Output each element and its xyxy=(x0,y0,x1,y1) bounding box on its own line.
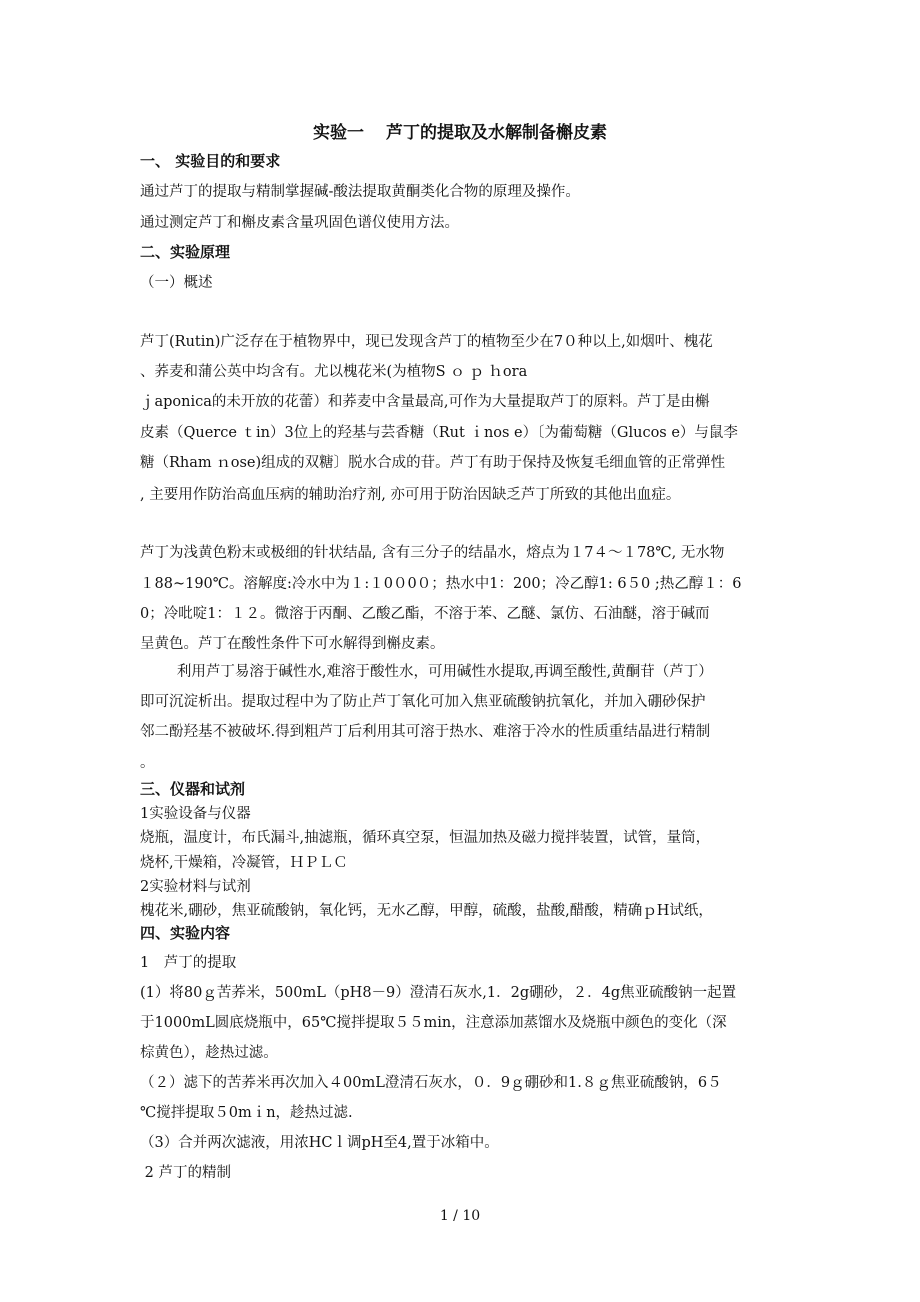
text-line: ｊaponica的未开放的花蕾）和荞麦中含量最高,可作为大量提取芦丁的原料。芦丁是由槲 xyxy=(140,394,710,410)
text-line: 1实验设备与仪器 xyxy=(140,806,251,822)
subsection-heading: （一）概述 xyxy=(140,275,213,291)
text-line: 即可沉淀析出。提取过程中为了防止芦丁氧化可加入焦亚硫酸钠抗氧化，并加入硼砂保护 xyxy=(140,694,706,710)
text-line: 2实验材料与试剂 xyxy=(140,879,251,895)
text-line: (1）将80ｇ苦荞米，500mL（pH8－9）澄清石灰水,1．2g硼砂，２．4g焦亚硫酸钠一起置 xyxy=(140,985,737,1001)
text-line: 通过芦丁的提取与精制掌握碱-酸法提取黄酮类化合物的原理及操作。 xyxy=(140,184,580,200)
text-line: 皮素（Querce ｔin）3位上的羟基与芸香糖（Rut ｉnos e）〔为葡萄糖（Glucos e）与鼠李 xyxy=(140,425,738,441)
text-line: （3）合并两次滤液，用浓HCｌ调pH至4,置于冰箱中。 xyxy=(140,1135,499,1151)
section-heading-2: 二、实验原理 xyxy=(140,243,231,261)
text-line: 芦丁为浅黄色粉末或极细的针状结晶, 含有三分子的结晶水，熔点为１7４～１78℃, 无水物 xyxy=(140,545,725,561)
text-line: （２）滤下的苦荞米再次加入４00mL澄清石灰水，０．9ｇ硼砂和1.８ｇ焦亚硫酸钠，6５ xyxy=(140,1075,722,1091)
text-line: 芦丁(Rutin)广泛存在于植物界中，现已发现含芦丁的植物至少在7０种以上,如烟叶、槐花 xyxy=(140,334,713,350)
section-heading-1: 一、 实验目的和要求 xyxy=(140,152,281,170)
title-part1: 实验一 xyxy=(313,123,364,143)
text-line: 槐花米,硼砂，焦亚硫酸钠，氧化钙，无水乙醇，甲醇，硫酸，盐酸,醋酸，精确ｐH试纸， xyxy=(140,903,713,919)
text-line: 0；冷吡啶1：１２。微溶于丙酮、乙酸乙酯，不溶于苯、乙醚、氯仿、石油醚，溶于碱而 xyxy=(140,606,710,622)
text-line: 烧杯,干燥箱，冷凝管，ＨＰＬＣ xyxy=(140,855,348,871)
text-line: 2 芦丁的精制 xyxy=(140,1165,231,1181)
text-line: 糖（Rham ｎose)组成的双糖〕脱水合成的苷。芦丁有助于保持及恢复毛细血管的正常弹性 xyxy=(140,455,726,471)
text-line: 棕黄色），趁热过滤。 xyxy=(140,1045,278,1061)
text-line: １88~190℃。溶解度:冷水中为１:１0０0０；热水中1：200；冷乙醇1: 6５0 ;热乙醇１：6 xyxy=(140,576,742,592)
text-line: 通过测定芦丁和槲皮素含量巩固色谱仪使用方法。 xyxy=(140,215,459,231)
section-heading-4: 四、实验内容 xyxy=(140,924,231,942)
text-line: 邻二酚羟基不被破坏.得到粗芦丁后利用其可溶于热水、难溶于冷水的性质重结晶进行精制 xyxy=(140,724,711,740)
page-title xyxy=(0,118,920,143)
text-line: 于1000mL圆底烧瓶中，65℃搅拌提取５５min，注意添加蒸馏水及烧瓶中颜色的变化（深 xyxy=(140,1015,727,1031)
page-number: 1 / 10 xyxy=(439,1208,481,1224)
text-line: 。 xyxy=(140,755,155,771)
text-line: 烧瓶，温度计，布氏漏斗,抽滤瓶，循环真空泵，恒温加热及磁力搅拌装置，试管，量筒， xyxy=(140,830,711,846)
text-line: 呈黄色。芦丁在酸性条件下可水解得到槲皮素。 xyxy=(140,636,445,652)
text-line: 1 芦丁的提取 xyxy=(140,955,237,971)
text-line: 利用芦丁易溶于碱性水,难溶于酸性水，可用碱性水提取,再调至酸性,黄酮苷（芦丁） xyxy=(140,664,713,680)
text-line: ℃搅拌提取５0mｉn，趁热过滤. xyxy=(140,1105,353,1121)
text-line: 、荞麦和蒲公英中均含有。尤以槐花米(为植物S ｏ ｐ ｈora xyxy=(140,364,528,380)
section-heading-3: 三、仪器和试剂 xyxy=(140,780,246,798)
title-part2: 芦丁的提取及水解制备槲皮素 xyxy=(386,123,607,143)
text-line: , 主要用作防治高血压病的辅助治疗剂, 亦可用于防治因缺乏芦丁所致的其他出血症。 xyxy=(140,487,681,503)
